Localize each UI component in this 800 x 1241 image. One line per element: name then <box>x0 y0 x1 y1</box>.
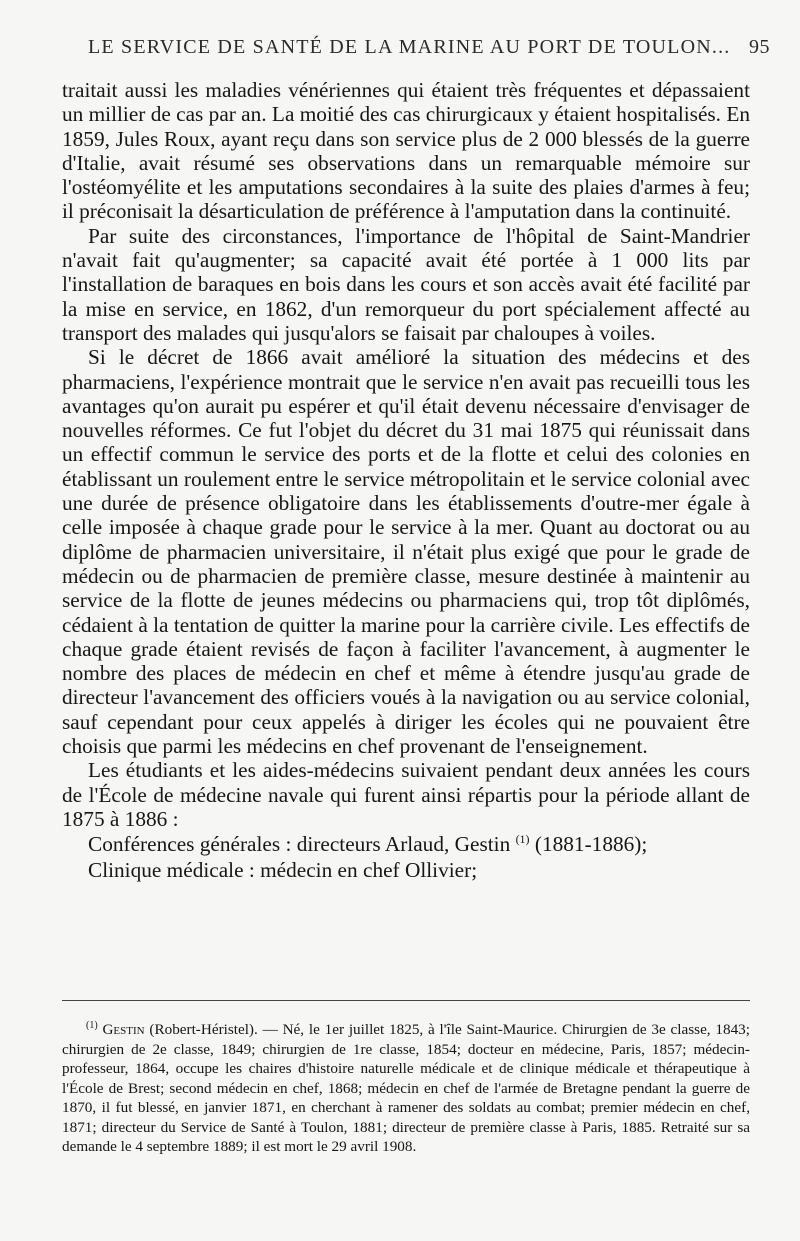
running-header <box>88 36 770 59</box>
paragraph-2: Par suite des circonstances, l'importance de l'hôpital de Saint-Mandrier n'avait fait qu'augmenter; sa capacité avait été portée à 1 000 lits par l'installation de baraques en bois dans les cours et son accès avait été facilité par la mise en service, en 1862, d'un remorqueur du port spécialement affecté au transport des malades qui jusqu'alors se faisait par chaloupes à voiles. <box>62 223 750 345</box>
list-item: Conférences générales : directeurs Arlaud, Gestin $^{(1)}$ (1881-1886); <box>88 832 648 857</box>
course-list <box>62 831 750 883</box>
page-number: 95 <box>749 36 770 58</box>
running-title: LE SERVICE DE SANTÉ DE LA MARINE AU PORT DE TOULON... <box>88 36 731 58</box>
footnote <box>62 1016 750 1157</box>
footnote-name: Gestin <box>102 1021 145 1039</box>
paragraph-1: traitait aussi les maladies vénériennes qui étaient très fréquentes et dépassaient un millier de cas par an. La moitié des cas chirurgicaux y étaient hospitalisés. En 1859, Jules Roux, ayant reçu dans son service plus de 2 000 blessés de la guerre d'Italie, avait résumé ses observations dans un remarquable mémoire sur l'ostéomyélite et les amputations secondaires à la suite des plaies d'armes à feu; il préconisait la désarticulation de préférence à l'amputation dans la continuité. <box>62 78 750 224</box>
main-text <box>62 78 750 883</box>
list-item: Clinique médicale : médecin en chef Ollivier; <box>88 858 478 883</box>
paragraph-4: Les étudiants et les aides-médecins suivaient pendant deux années les cours de l'École de médecine navale qui furent ainsi répartis pour la période allant de 1875 à 1886 : <box>62 758 750 831</box>
footnote-text: (Robert-Héristel). — Né, le 1er juillet 1825, à l'île Saint-Maurice. Chirurgien de 3e classe, 1843; chirurgien de 2e classe, 1849; chirurgien de 1re classe, 1854; docteur en médecine, Paris, 1857; médecin-professeur, 1864, occupe les chaires d'histoire naturelle médicale et de clinique médicale et thérapeutique à l'École de Brest; second médecin en chef, 1868; médecin en chef de l'armée de Bretagne pendant la guerre de 1870, il fut blessé, en janvier 1871, en cherchant à ramener des soldats au combat; premier médecin en chef, 1871; directeur du Service de Santé à Toulon, 1881; directeur de première classe à Paris, 1885. Retraité sur sa demande le 4 septembre 1889; il est mort le 29 avril 1908. <box>62 1021 750 1156</box>
paragraph-3: Si le décret de 1866 avait amélioré la situation des médecins et des pharmaciens, l'expérience montrait que le service n'en avait pas recueilli tous les avantages qu'on aurait pu espérer et qu'il était devenu nécessaire d'envisager de nouvelles réformes. Ce fut l'objet du décret du 31 mai 1875 qui réunissait dans un effectif commun le service des ports et de la flotte et celui des colonies en établissant un roulement entre le service métropolitain et le service colonial avec une durée de présence obligatoire dans les établissements d'outre-mer égale à celle imposée à chaque grade pour le service à la mer. Quant au doctorat ou au diplôme de pharmacien universitaire, il n'était plus exigé que pour le grade de médecin ou de pharmacien de première classe, mesure destinée à maintenir au service de la flotte de jeunes médecins ou pharmaciens qui, trop tôt diplômés, cédaient à la tentation de quitter la marine pour la carrière civile. Les effectifs de chaque grade étaient revisés de façon à faciliter l'avancement, à augmenter le nombre des places de médecin en chef et même à étendre jusqu'au grade de directeur l'avancement des officiers voués à la navigation ou au service colonial, sauf cependant pour ceux appelés à diriger les écoles qui ne pouvaient être choisis que parmi les médecins en chef provenant de l'enseignement. <box>62 345 750 759</box>
footnote-marker: (1) <box>86 1020 98 1031</box>
footnote-reference[interactable]: (1) <box>515 832 530 847</box>
footnote-divider <box>62 1000 750 1001</box>
